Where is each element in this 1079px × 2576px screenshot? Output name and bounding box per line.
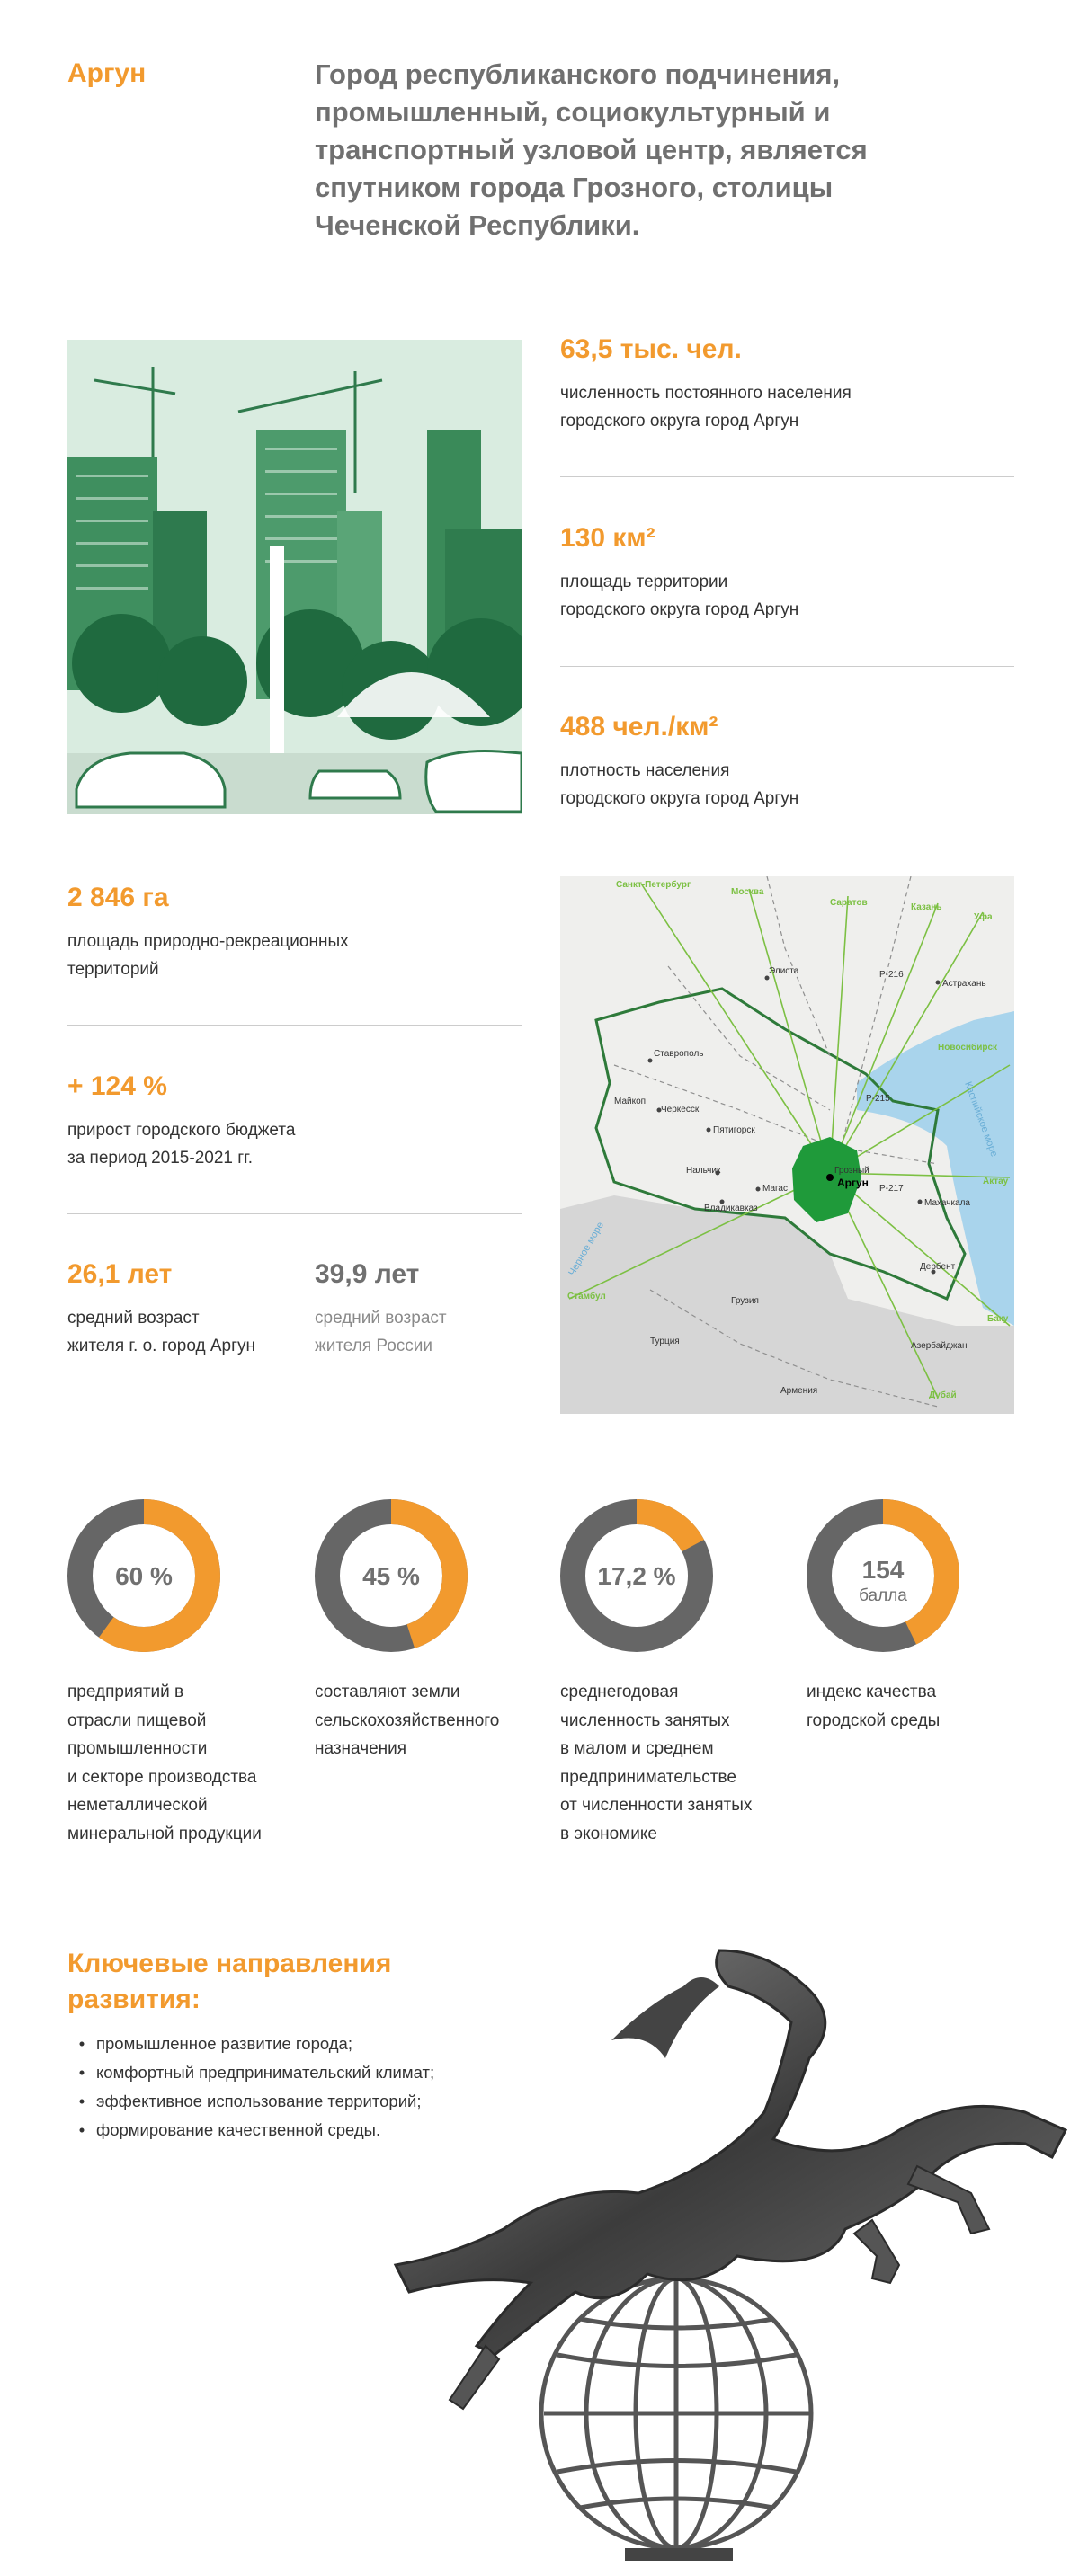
stat-desc-line: численность постоянного населения <box>560 384 852 403</box>
donut-description-line: от численности занятых <box>560 1796 753 1815</box>
map-label: Новосибирск <box>938 1043 998 1053</box>
map-label: Майкоп <box>614 1097 647 1106</box>
map-label: Грозный <box>834 1166 869 1176</box>
donut-description-line: предпринимательстве <box>560 1767 736 1787</box>
map-label: Нальчик <box>686 1166 721 1176</box>
horse-sculpture-image <box>342 1932 1070 2571</box>
stat-value: 26,1 лет <box>67 1259 173 1289</box>
stat-desc-line: площадь природно-рекреационных <box>67 932 349 951</box>
divider <box>67 1025 522 1026</box>
stat-age-argun <box>67 1259 310 1360</box>
map-road-label: Р-217 <box>879 1184 904 1194</box>
stat-recreation <box>67 883 522 983</box>
donut-block <box>807 1499 1022 1735</box>
donut-description-line: минеральной продукции <box>67 1824 262 1843</box>
directions-item: • промышленное развитие города; <box>67 2030 434 2058</box>
donut-description-line: составляют земли <box>315 1683 460 1701</box>
map-road-label: Р-215 <box>866 1094 890 1104</box>
map-label: Азербайджан <box>911 1341 968 1351</box>
donut-description-line: в экономике <box>560 1824 657 1843</box>
map-label: Махачкала <box>924 1198 970 1208</box>
map-label: Армения <box>780 1386 818 1396</box>
donut-label: 154 <box>861 1556 905 1584</box>
map-label: Астрахань <box>942 979 986 989</box>
donut-description <box>560 1678 776 1848</box>
stat-value: 39,9 лет <box>315 1259 420 1289</box>
intro-text: Город республиканского подчинения, промышленный, социокультурный и транспортный узловой центр, является спутником города Грозного, столицы Чеченской Республики. <box>315 58 868 241</box>
map-label: Стамбул <box>567 1292 606 1301</box>
donut-description-line: неметаллической <box>67 1796 208 1815</box>
donut-description-line: предприятий в <box>67 1683 184 1701</box>
stat-desc-line: средний возраст <box>67 1309 200 1328</box>
donut-chart <box>315 1499 468 1652</box>
stat-desc-line: плотность населения <box>560 761 730 780</box>
donut-label: 45 % <box>362 1562 420 1590</box>
city-photo <box>67 340 522 814</box>
divider <box>560 476 1014 477</box>
stat-desc-line: площадь территории <box>560 573 728 591</box>
map-label: Казань <box>911 902 942 912</box>
donut-label: 17,2 % <box>597 1562 676 1590</box>
donut-description <box>67 1678 283 1848</box>
donut-description-line: назначения <box>315 1739 407 1758</box>
map-label: Владикавказ <box>704 1204 758 1213</box>
stat-age-russia <box>315 1259 522 1360</box>
directions-item: • эффективное использование территорий; <box>67 2087 434 2116</box>
map-sea-label: Черное море <box>566 1220 607 1278</box>
stat-desc-line: территорий <box>67 960 159 979</box>
stat-desc-line: за период 2015-2021 гг. <box>67 1149 254 1168</box>
map-label: Санкт-Петербург <box>616 880 691 890</box>
stat-value: 130 км² <box>560 523 655 553</box>
stat-desc-line: прирост городского бюджета <box>67 1121 296 1140</box>
donut-description <box>315 1678 531 1763</box>
stat-value: 488 чел./км² <box>560 712 718 742</box>
donut-description-line: среднегодовая <box>560 1683 679 1701</box>
donut-sublabel: балла <box>859 1586 907 1605</box>
map-label: Пятигорск <box>713 1125 755 1135</box>
stat-value: + 124 % <box>67 1071 167 1101</box>
map-road-label: Р-216 <box>879 970 904 980</box>
directions-item: • комфортный предпринимательский климат; <box>67 2058 434 2087</box>
stat-desc-line: жителя г. о. город Аргун <box>67 1337 256 1355</box>
divider <box>560 666 1014 667</box>
donut-description-line: индекс качества <box>807 1683 937 1701</box>
stat-area <box>560 523 1014 624</box>
donut-description-line: отрасли пищевой <box>67 1710 207 1730</box>
map-label: Магас <box>762 1184 788 1194</box>
donut-block <box>315 1499 531 1763</box>
donut-chart <box>560 1499 713 1652</box>
map-label: Уфа <box>974 912 993 922</box>
directions-title-line: развития: <box>67 1985 201 2014</box>
donut-description <box>807 1678 1022 1735</box>
donut-label: 60 % <box>115 1562 173 1590</box>
map-label: Актау <box>983 1177 1009 1186</box>
stat-desc-line: жителя России <box>315 1337 433 1355</box>
map-label: Черкесск <box>661 1105 700 1115</box>
donut-description-line: и секторе производства <box>67 1767 257 1787</box>
donut-description-line: сельскохозяйственного <box>315 1710 500 1730</box>
directions-title-line: Ключевые направления <box>67 1949 392 1978</box>
region-map <box>560 876 1014 1414</box>
stat-density <box>560 712 1014 813</box>
map-label: Москва <box>731 887 764 897</box>
stat-population <box>560 334 1014 435</box>
map-label: Дубай <box>929 1390 957 1400</box>
donut-block <box>67 1499 283 1848</box>
donut-block <box>560 1499 776 1848</box>
donut-chart <box>807 1499 959 1652</box>
donut-chart <box>67 1499 220 1652</box>
map-label: Ставрополь <box>654 1049 704 1059</box>
stat-desc-line: городского округа город Аргун <box>560 600 799 619</box>
donut-description-line: численность занятых <box>560 1710 730 1730</box>
map-label: Баку <box>987 1314 1009 1324</box>
map-label: Элиста <box>769 966 799 976</box>
stat-value: 63,5 тыс. чел. <box>560 334 742 364</box>
map-label: Турция <box>650 1337 680 1346</box>
map-label: Саратов <box>830 898 868 908</box>
map-label: Дербент <box>920 1262 956 1272</box>
stat-desc-line: средний возраст <box>315 1309 447 1328</box>
donut-description-line: промышленности <box>67 1739 208 1758</box>
stat-value: 2 846 га <box>67 883 169 912</box>
stat-desc-line: городского округа город Аргун <box>560 412 799 431</box>
city-name: Аргун <box>67 58 147 88</box>
divider <box>67 1213 522 1214</box>
stat-budget <box>67 1071 522 1172</box>
donut-description-line: городской среды <box>807 1710 941 1730</box>
directions-item: • формирование качественной среды. <box>67 2116 434 2145</box>
map-sea-label: Каспийское море <box>962 1079 1000 1159</box>
map-label-argun: Аргун <box>837 1177 869 1189</box>
donut-description-line: в малом и среднем <box>560 1739 714 1758</box>
stat-desc-line: городского округа город Аргун <box>560 789 799 808</box>
map-label: Грузия <box>731 1296 759 1306</box>
